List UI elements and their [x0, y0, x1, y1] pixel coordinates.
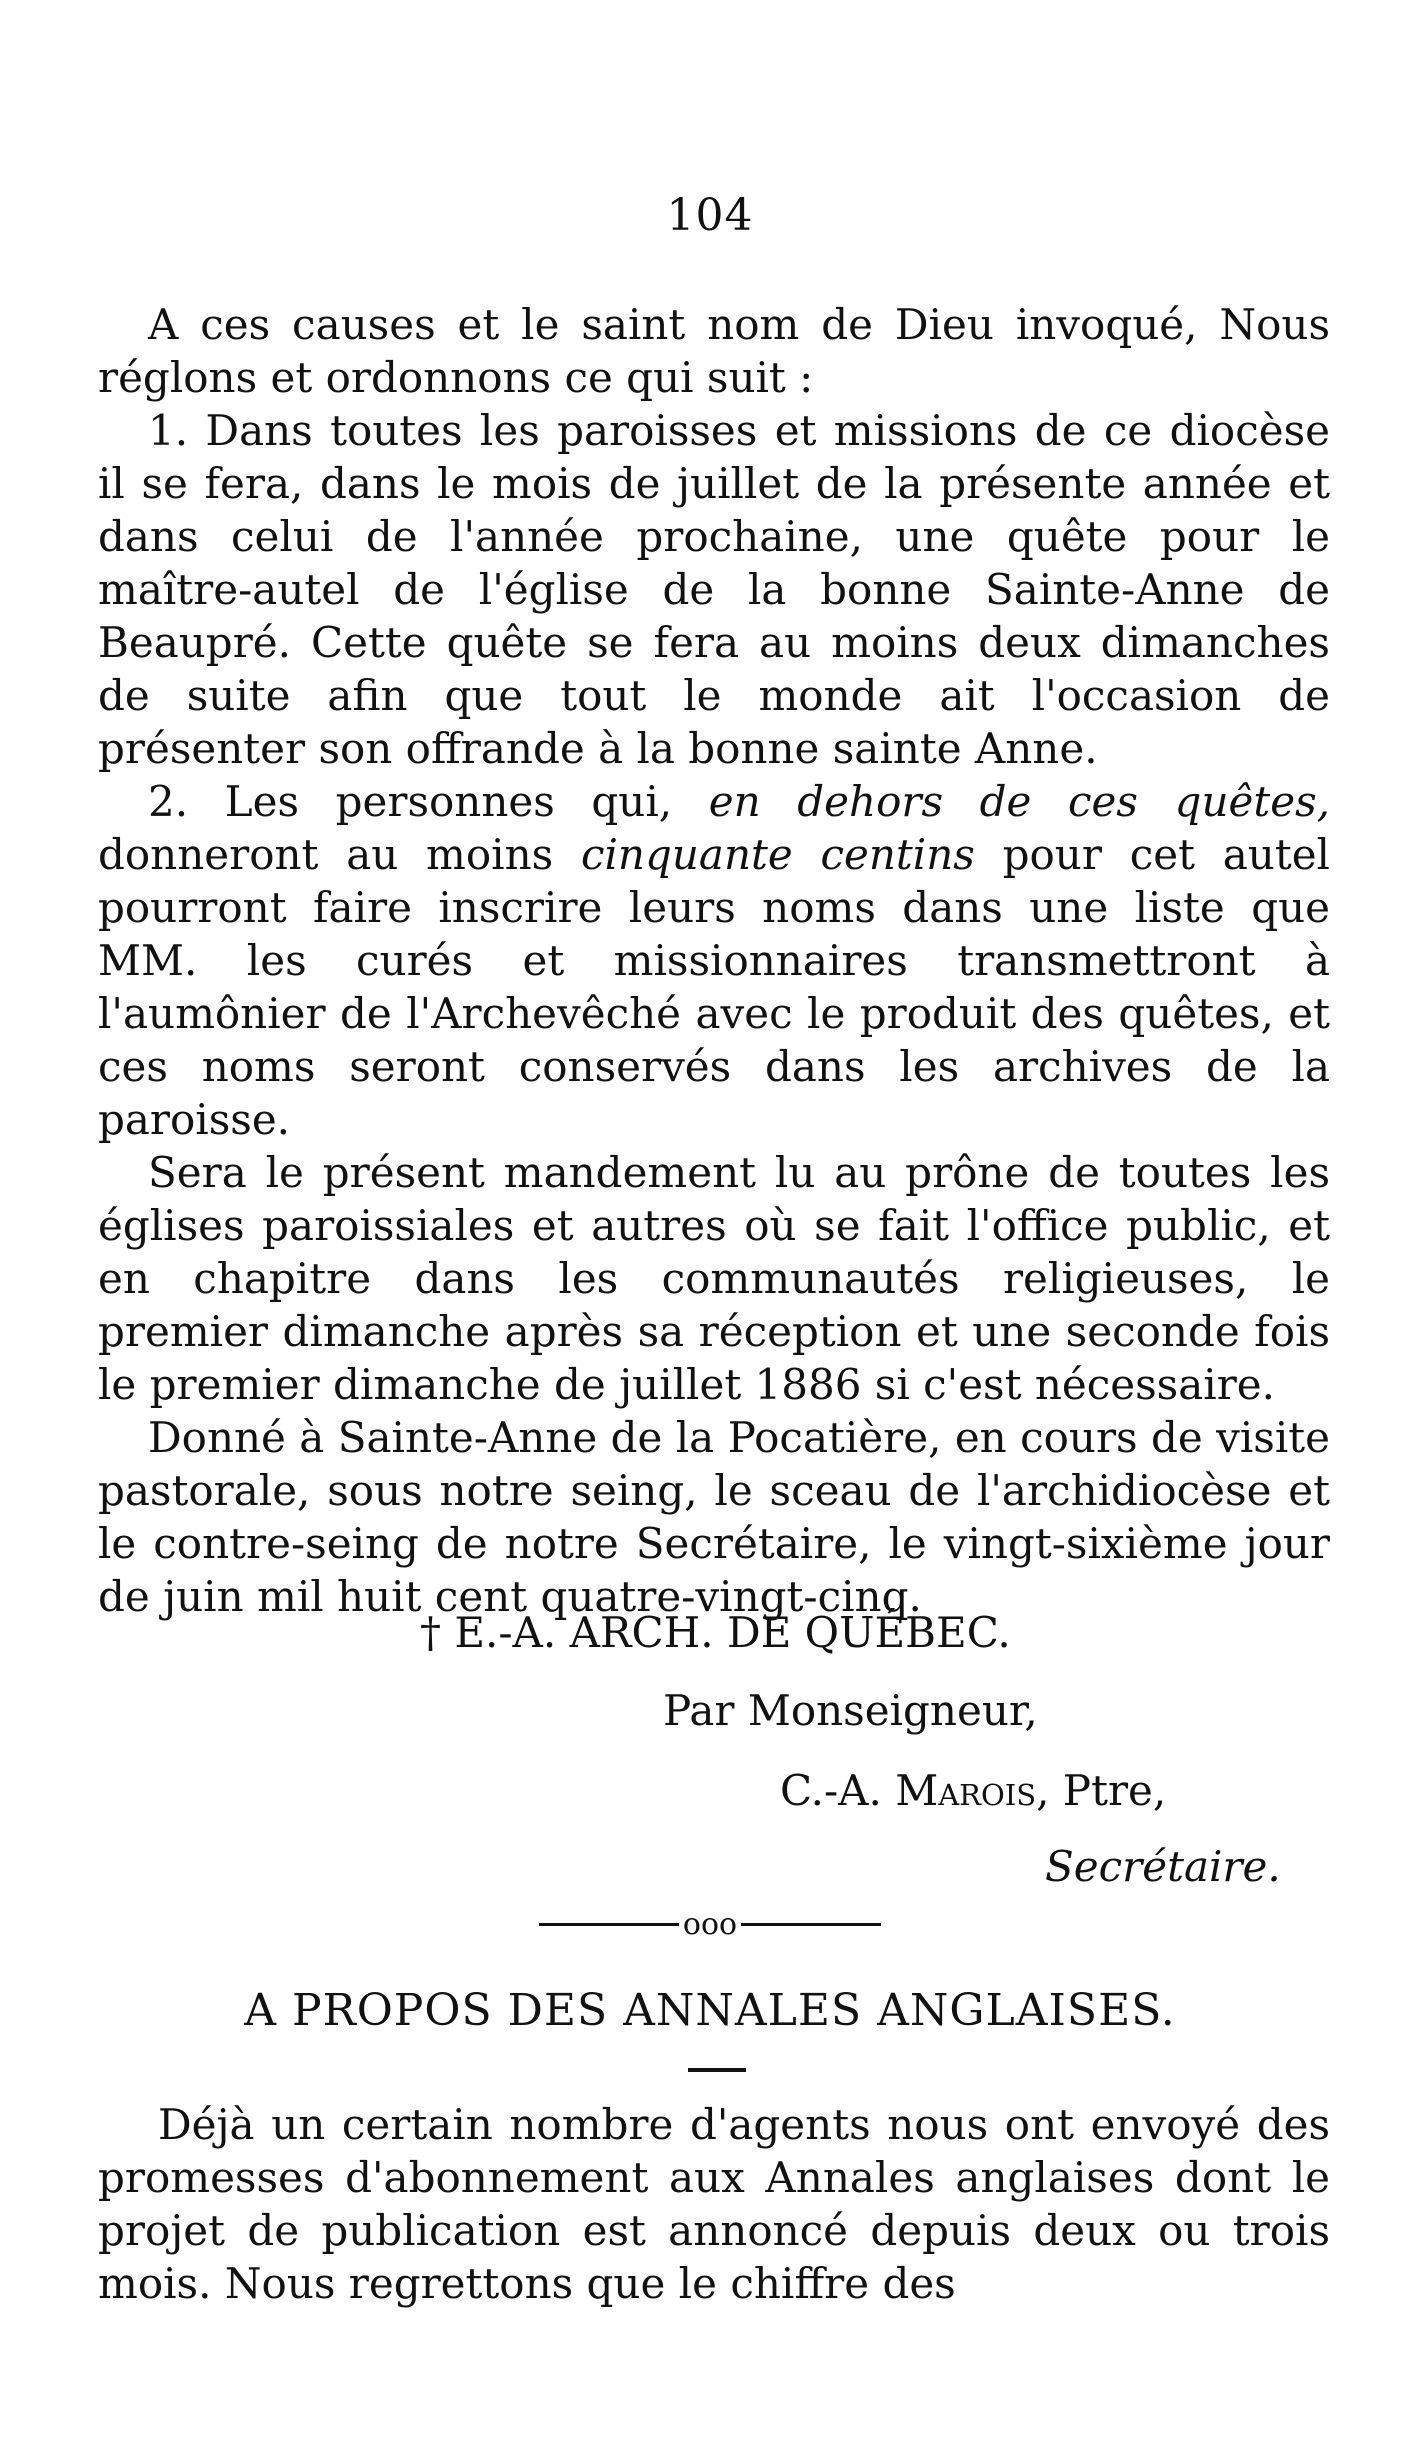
- paragraph-intro: A ces causes et le saint nom de Dieu invoqué, Nous réglons et ordonnons ce qui suit :: [98, 300, 1330, 402]
- page-number: 104: [666, 190, 754, 241]
- article-2-italic-2: cinquante centins: [580, 830, 975, 879]
- secretary-initials: C.-A.: [780, 1766, 896, 1815]
- paragraph-reading: Sera le présent mandement lu au prône de toutes les églises paroissiales et autres où se fait l'office public, et en chapitre dans les communautés religieuses, le premier dimanche après sa réception et une seconde fois le premier dimanche de juillet 1886 si c'est nécessaire.: [98, 1148, 1330, 1409]
- mandement-body: [98, 298, 1330, 1623]
- paragraph-article-1: 1. Dans toutes les paroisses et missions de ce diocèse il se fera, dans le mois de juillet de la présente année et dans celui de l'année prochaine, une quête pour le maître-autel de l'église de la bonne Sainte-Anne de Beaupré. Cette quête se fera au moins deux dimanches de suite afin que tout le monde ait l'occasion de présenter son offrande à la bonne sainte Anne.: [98, 406, 1330, 773]
- signature-secretary-name: [780, 1766, 1166, 1815]
- divider-mark: ooo: [682, 1906, 738, 1942]
- article-2-text-1: 2. Les personnes qui,: [148, 777, 709, 826]
- signature-archbishop: † E.-A. ARCH. DE QUÉBEC.: [420, 1608, 1011, 1657]
- divider-line-left: [539, 1923, 679, 1926]
- paragraph-given: Donné à Sainte-Anne de la Pocatière, en cours de visite pastorale, sous notre seing, le sceau de l'archidiocèse et le contre-seing de notre Secrétaire, le vingt-sixième jour de juin mil huit cent quatre-vingt-cinq.: [98, 1413, 1330, 1621]
- section-heading: A PROPOS DES ANNALES ANGLAISES.: [244, 1985, 1176, 2036]
- section-divider: [0, 1905, 1420, 1942]
- article-2-italic-1: en dehors de ces quêtes,: [708, 777, 1330, 826]
- divider-line-right: [741, 1923, 881, 1926]
- article-2-text-2: donneront au moins: [98, 830, 581, 879]
- signature-secretary-title: Secrétaire.: [1045, 1842, 1281, 1891]
- secretary-surname: Marois: [895, 1766, 1037, 1815]
- article-2-text-3: pour cet autel pourront faire inscrire leurs noms dans une liste que MM. les curés et missionnaires transmettront à l'aumônier de l'Archevêché avec le produit des quêtes, et ces noms seront conservés dans les archives de la paroisse.: [98, 830, 1330, 1144]
- signature-by: Par Monseigneur,: [663, 1686, 1038, 1735]
- section-body: [98, 2098, 1330, 2310]
- section-paragraph: Déjà un certain nombre d'agents nous ont envoyé des promesses d'abonnement aux Annales anglaises dont le projet de publication est annoncé depuis deux ou trois mois. Nous regrettons que le chiffre des: [98, 2100, 1330, 2308]
- paragraph-article-2: [98, 775, 1330, 1146]
- secretary-suffix: , Ptre,: [1036, 1766, 1167, 1815]
- heading-rule: [688, 2068, 746, 2072]
